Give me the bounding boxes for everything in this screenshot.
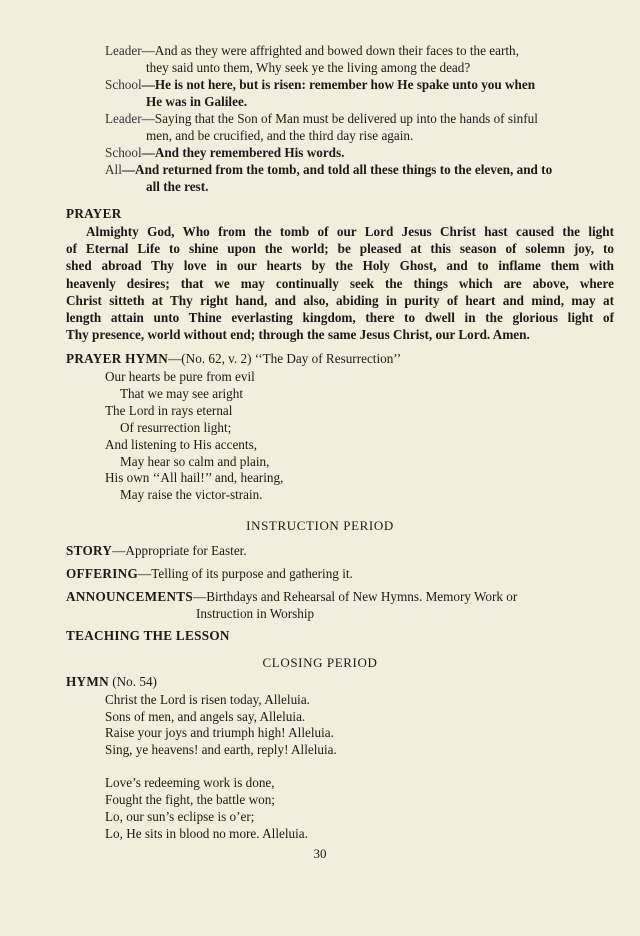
- announcements-item: ANNOUNCEMENTS—Birthdays and Rehearsal of New Hymns. Memory Work or: [66, 589, 518, 604]
- responsive-line: Leader—And as they were affrighted and bowed down their faces to the earth,: [105, 43, 519, 58]
- responsive-line: they said unto them, Why seek ye the living among the dead?: [146, 60, 471, 75]
- verse-line: May hear so calm and plain,: [120, 454, 270, 469]
- verse-line: Sons of men, and angels say, Alleluia.: [105, 709, 306, 724]
- prayer-heading: PRAYER: [66, 206, 122, 221]
- verse-line: Of resurrection light;: [120, 420, 232, 435]
- verse-line: Fought the fight, the battle won;: [105, 792, 275, 807]
- teaching-lesson-item: TEACHING THE LESSON: [66, 628, 230, 643]
- responsive-line: He was in Galilee.: [146, 94, 248, 109]
- responsive-line: All—And returned from the tomb, and told all these things to the eleven, and to: [105, 162, 553, 177]
- prayer-line: heavenly desires; that we may continually seek the things which are above, where: [66, 276, 614, 291]
- prayer-line: Almighty God, Who from the tomb of our Lord Jesus Christ hast caused the light: [86, 224, 614, 239]
- verse-line: Sing, ye heavens! and earth, reply! Alleluia.: [105, 742, 337, 757]
- verse-line: Lo, He sits in blood no more. Alleluia.: [105, 826, 308, 841]
- verse-line: His own ‘‘All hail!’’ and, hearing,: [105, 470, 284, 485]
- prayer-line: of Eternal Life to shine upon the world; be pleased at this season of solemn joy, to: [66, 241, 614, 256]
- verse-line: Lo, our sun’s eclipse is o’er;: [105, 809, 255, 824]
- responsive-line: School—And they remembered His words.: [105, 145, 345, 160]
- prayer-line: length attain unto Thine everlasting kingdom, there to dwell in the glorious light of: [66, 310, 614, 325]
- prayer-hymn-heading: PRAYER HYMN—(No. 62, v. 2) ‘‘The Day of Resurrection’’: [66, 351, 402, 366]
- offering-item: OFFERING—Telling of its purpose and gathering it.: [66, 566, 353, 581]
- story-item: STORY—Appropriate for Easter.: [66, 543, 247, 558]
- responsive-line: School—He is not here, but is risen: remember how He spake unto you when: [105, 77, 536, 92]
- closing-hymn-heading: HYMN (No. 54): [66, 674, 157, 689]
- page-number: 30: [313, 846, 327, 861]
- closing-period-title: CLOSING PERIOD: [262, 655, 378, 670]
- prayer-line: Christ sitteth at Thy right hand, and also, abiding in purity of heart and mind, may at: [66, 293, 614, 308]
- verse-line: Our hearts be pure from evil: [105, 369, 255, 384]
- prayer-line: Thy presence, world without end; through the same Jesus Christ, our Lord. Amen.: [66, 327, 530, 342]
- verse-line: Raise your joys and triumph high! Alleluia.: [105, 725, 334, 740]
- responsive-line: Leader—Saying that the Son of Man must be delivered up into the hands of sinful: [105, 111, 538, 126]
- verse-line: And listening to His accents,: [105, 437, 257, 452]
- responsive-line: men, and be crucified, and the third day rise again.: [146, 128, 414, 143]
- verse-line: Christ the Lord is risen today, Alleluia.: [105, 692, 310, 707]
- verse-line: The Lord in rays eternal: [105, 403, 233, 418]
- prayer-line: shed abroad Thy love in our hearts by the Holy Ghost, and to inflame them with: [66, 258, 614, 273]
- verse-line: May raise the victor-strain.: [120, 487, 263, 502]
- verse-line: Love’s redeeming work is done,: [105, 775, 275, 790]
- announcements-continuation: Instruction in Worship: [196, 606, 315, 621]
- responsive-line: all the rest.: [146, 179, 209, 194]
- verse-line: That we may see aright: [120, 386, 244, 401]
- instruction-period-title: INSTRUCTION PERIOD: [246, 518, 394, 533]
